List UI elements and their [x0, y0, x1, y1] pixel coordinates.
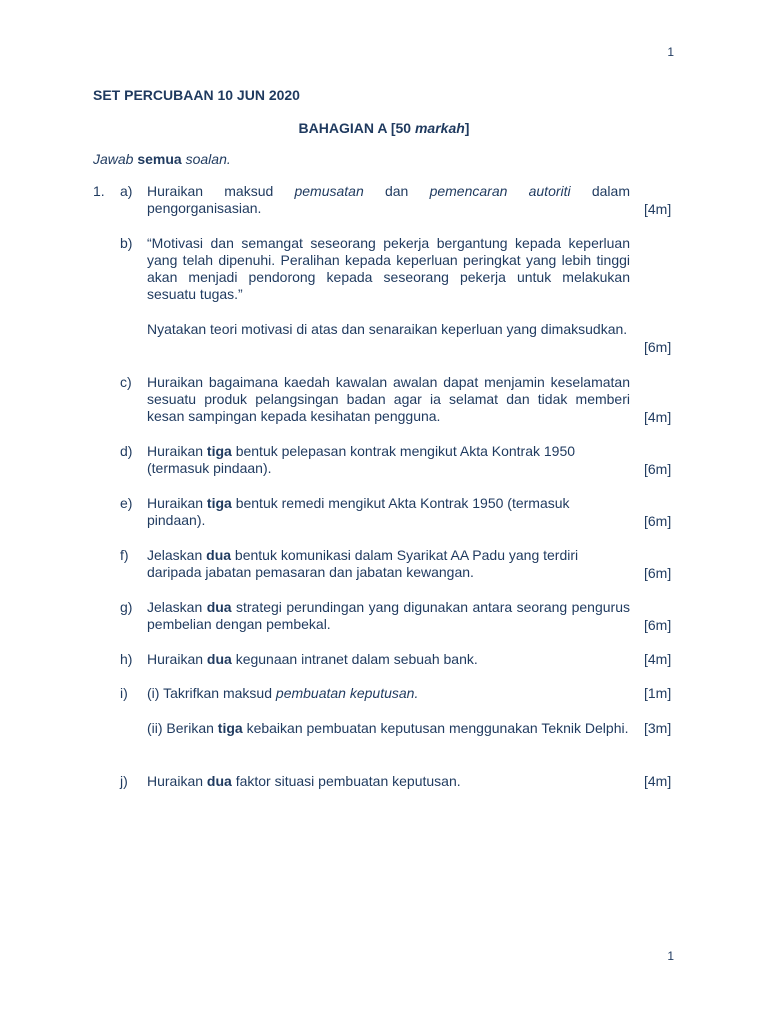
instruction-part2: soalan.	[181, 151, 231, 167]
page-number-bottom: 1	[667, 949, 674, 963]
question-text: Nyatakan teori motivasi di atas dan senaraikan keperluan yang dimaksudkan.	[147, 321, 628, 337]
instruction	[93, 151, 231, 167]
question-letter: g)	[120, 599, 133, 615]
question-letter: f)	[120, 547, 129, 563]
question-text: Jelaskan dua strategi perundingan yang digunakan antara seorang pengurus pembelian dengan pembekal.	[147, 599, 630, 632]
section-title	[0, 120, 768, 136]
question-marks: [6m]	[644, 617, 672, 633]
section-title-prefix: BAHAGIAN A [50	[298, 120, 415, 136]
section-title-emphasis: markah	[414, 120, 465, 136]
question-text: Huraikan dua faktor situasi pembuatan keputusan.	[147, 773, 461, 789]
question-marks: [6m]	[644, 565, 672, 581]
question-marks: [4m]	[644, 773, 672, 789]
question-subpart-2: (ii) Berikan tiga kebaikan pembuatan keputusan menggunakan Teknik Delphi.	[147, 720, 629, 736]
question-letter: h)	[120, 651, 133, 667]
question-letter: d)	[120, 443, 133, 459]
question-text: Huraikan dua kegunaan intranet dalam sebuah bank.	[147, 651, 478, 667]
question-text: Huraikan tiga bentuk pelepasan kontrak mengikut Akta Kontrak 1950 (termasuk pindaan).	[147, 443, 576, 476]
instruction-part1: Jawab	[93, 151, 138, 167]
question-marks: [1m]	[644, 685, 672, 701]
question-letter: b)	[120, 235, 133, 251]
question-marks: [3m]	[644, 720, 672, 736]
page-number-top: 1	[667, 45, 674, 59]
section-title-suffix: ]	[464, 120, 470, 136]
question-marks: [6m]	[644, 461, 672, 477]
question-subpart-1: (i) Takrifkan maksud pembuatan keputusan.	[147, 685, 419, 701]
question-text: Huraikan maksud pemusatan dan pemencaran autoriti dalam pengorganisasian.	[147, 183, 630, 216]
question-marks: [6m]	[644, 513, 672, 529]
question-number: 1.	[93, 183, 105, 199]
question-letter: a)	[120, 183, 133, 199]
instruction-bold: semua	[137, 151, 182, 167]
question-text: Huraikan tiga bentuk remedi mengikut Akta Kontrak 1950 (termasuk pindaan).	[147, 495, 570, 528]
question-letter: e)	[120, 495, 133, 511]
question-marks: [4m]	[644, 409, 672, 425]
question-text: Huraikan bagaimana kaedah kawalan awalan dapat menjamin keselamatan sesuatu produk pelangsingan badan agar ia selamat dan tidak memberi kesan sampingan kepada kesihatan pengguna.	[147, 374, 630, 424]
question-quote: “Motivasi dan semangat seseorang pekerja bergantung kepada keperluan yang telah dipenuhi. Peralihan kepada keperluan peringkat yang lebih tinggi akan menjadi pendorong kepada seseorang pekerja untuk melakukan sesuatu tugas.”	[147, 235, 630, 302]
question-marks: [4m]	[644, 651, 672, 667]
question-letter: j)	[120, 773, 128, 789]
question-marks: [4m]	[644, 201, 672, 217]
set-title: SET PERCUBAAN 10 JUN 2020	[93, 87, 300, 103]
question-letter: c)	[120, 374, 132, 390]
question-marks: [6m]	[644, 339, 672, 355]
question-text: Jelaskan dua bentuk komunikasi dalam Syarikat AA Padu yang terdiri daripada jabatan pemasaran dan jabatan kewangan.	[147, 547, 579, 580]
question-letter: i)	[120, 685, 128, 701]
